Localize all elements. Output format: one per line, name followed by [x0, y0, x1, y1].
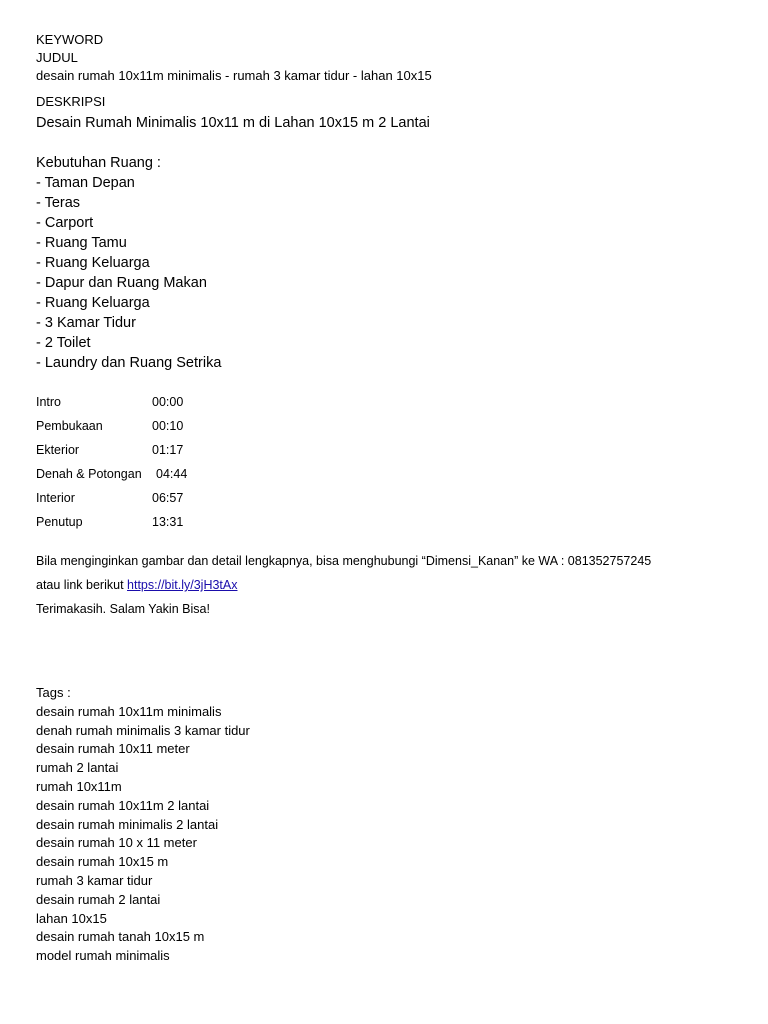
timestamp-row: [36, 438, 756, 462]
timestamp-label: Intro: [36, 395, 62, 409]
tag-item: rumah 3 kamar tidur: [36, 872, 153, 888]
deskripsi-label: DESKRIPSI: [36, 94, 106, 109]
tag-item: desain rumah tanah 10x15 m: [36, 929, 205, 945]
list-item: - 3 Kamar Tidur: [36, 315, 136, 331]
tag-item: lahan 10x15: [36, 910, 107, 926]
timestamp-time: 00:10: [152, 419, 184, 433]
timestamp-row: [36, 414, 756, 438]
tags-section: [36, 684, 756, 966]
tag-item: model rumah minimalis: [36, 948, 170, 964]
link-line: [36, 573, 756, 597]
list-item: - Taman Depan: [36, 175, 135, 191]
list-item: - Ruang Keluarga: [36, 255, 150, 271]
judul-value: desain rumah 10x11m minimalis - rumah 3 kamar tidur - lahan 10x15: [36, 68, 432, 83]
list-item: - Ruang Keluarga: [36, 295, 150, 311]
list-item: - 2 Toilet: [36, 335, 91, 351]
timestamp-time: 00:00: [152, 395, 184, 409]
timestamp-list: [36, 390, 756, 534]
timestamp-label: Denah & Potongan: [36, 467, 142, 481]
link-prefix: atau link berikut: [36, 578, 128, 592]
tag-item: rumah 10x11m: [36, 778, 122, 794]
timestamp-row: [36, 486, 756, 510]
room-needs-heading: Kebutuhan Ruang :: [36, 155, 161, 171]
timestamp-time: 01:17: [152, 443, 184, 457]
tag-item: denah rumah minimalis 3 kamar tidur: [36, 722, 250, 738]
document-page: [36, 31, 756, 966]
tags-heading: Tags :: [36, 685, 71, 700]
list-item: - Dapur dan Ruang Makan: [36, 275, 207, 291]
timestamp-row: [36, 510, 756, 534]
list-item: - Teras: [36, 195, 81, 211]
bitly-link[interactable]: https://bit.ly/3jH3tAx: [127, 578, 238, 592]
contact-line: Bila menginginkan gambar dan detail lengkapnya, bisa menghubungi “Dimensi_Kanan” ke WA : 081352757245: [36, 554, 652, 568]
tag-item: desain rumah 10x11 meter: [36, 741, 190, 757]
timestamp-label: Ekterior: [36, 443, 80, 457]
timestamp-time: 13:31: [152, 515, 184, 529]
list-item: - Ruang Tamu: [36, 235, 127, 251]
tag-item: desain rumah 10x11m minimalis: [36, 703, 222, 719]
tag-item: desain rumah 10 x 11 meter: [36, 835, 197, 851]
list-item: - Laundry dan Ruang Setrika: [36, 355, 222, 371]
timestamp-label: Interior: [36, 491, 75, 505]
timestamp-row: [36, 390, 756, 414]
list-item: - Carport: [36, 215, 94, 231]
timestamp-row: [36, 462, 756, 486]
tag-item: desain rumah 10x15 m: [36, 854, 169, 870]
thanks-line: Terimakasih. Salam Yakin Bisa!: [36, 602, 210, 616]
description-title: Desain Rumah Minimalis 10x11 m di Lahan 10x15 m 2 Lantai: [36, 115, 430, 131]
keyword-label: KEYWORD: [36, 32, 104, 47]
contact-section: [36, 549, 756, 621]
room-needs-list: [36, 173, 756, 373]
tag-item: desain rumah minimalis 2 lantai: [36, 816, 219, 832]
timestamp-time: 06:57: [152, 491, 184, 505]
timestamp-label: Pembukaan: [36, 419, 103, 433]
tag-item: rumah 2 lantai: [36, 760, 119, 776]
tag-item: desain rumah 10x11m 2 lantai: [36, 797, 210, 813]
timestamp-time: 04:44: [156, 467, 188, 481]
timestamp-label: Penutup: [36, 515, 83, 529]
judul-label: JUDUL: [36, 50, 78, 65]
tag-item: desain rumah 2 lantai: [36, 891, 161, 907]
